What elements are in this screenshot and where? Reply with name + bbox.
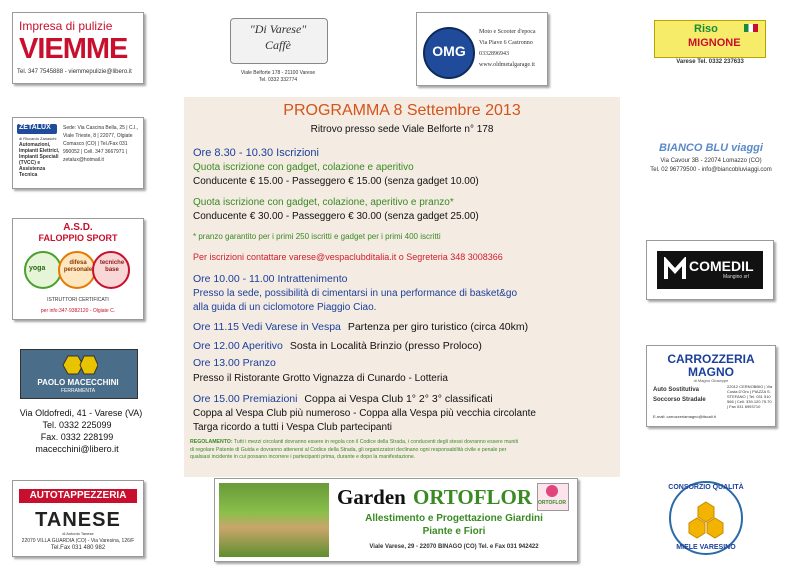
carrozzeria-line2: MAGNO (688, 365, 734, 379)
program-l5: Conducente € 30.00 - Passeggero € 30.00 (senza gadget 25.00) (193, 211, 479, 222)
viemme-brand: VIEMME (19, 33, 128, 65)
zetalux-services: Automazioni, Impianti Elettrici, Impianti Speciali (TVCC) e Assistenza Tecnica (19, 142, 60, 178)
program-l17: Targa ricordo a tutti i Vespa Club partecipanti (193, 422, 392, 433)
omg-line4: www.oldmetalgarage.it (479, 62, 535, 68)
asd-circles (21, 245, 135, 303)
program-subtitle: Ritrovo presso sede Viale Belforte n° 178 (310, 124, 494, 135)
garden-badge-flower-icon (546, 485, 558, 497)
garden-line1: Allestimento e Progettazione Giardini (365, 513, 543, 524)
zetalux-info: Sede: Via Cascina Bella, 25 | C.I., Viale Trieste, 8 | 22077, Olgiate Comasco (CO) | Tel./Fax 031 990052 | Cell. 347 3667971 | zetalux@hotmail.it (63, 125, 139, 163)
divarese-addr: Viale Belforte 178 - 21100 Varese (240, 70, 316, 76)
carrozzeria-addr: 22012 CERNOBBIO | Via Costa D'Oro | PIAZZA S. STEFANO | Tel. 031 510 566 | Cell. 339.120.75.70 | Fax 031 6993710 (727, 384, 773, 409)
program-l16: Coppa al Vespa Club più numeroso - Coppa alla Vespa più vecchia circolante (193, 408, 536, 419)
ad-garden-ortoflor (214, 478, 578, 562)
program-l12-time: Ore 12.00 Aperitivo (193, 340, 283, 352)
ad-comedil (646, 240, 774, 300)
viemme-tagline: Impresa di pulizie (19, 19, 113, 33)
carrozzeria-mail: E-mail: carrozzeriamagno@tiscali.it (653, 414, 716, 419)
ad-consorzio-miele (650, 478, 762, 558)
program-panel (184, 97, 620, 477)
asd-name: FALOPPIO SPORT (38, 233, 118, 243)
reg-text1: Tutti i mezzi circolanti dovranno essere in regola con il Codice della Strada, i conducenti degli stessi dovranno essere muniti (233, 439, 519, 445)
autotap-name: TANESE (35, 509, 121, 531)
ad-riso-mignone (646, 14, 774, 80)
divarese-tel: Tel. 0332 332774 (258, 77, 298, 83)
autotap-sub: di Antonio Tanese (62, 531, 94, 536)
program-l11 (193, 321, 528, 333)
omg-line1: Moto e Scooter d'epoca (479, 29, 536, 35)
bianco-logo: BIANCO BLU viaggi (659, 142, 763, 154)
omg-line3: 0332896943 (479, 51, 509, 57)
autotap-info: 22070 VILLA GUARDIA (CO) - Via Varesina, 126/F (21, 538, 135, 544)
omg-logo-text: OMG (432, 43, 466, 59)
carrozzeria-sub: di Magno Giuseppe (693, 378, 729, 383)
paolo-fax: Fax. 0332 228199 (40, 432, 114, 442)
bianco-line1: Via Cavour 3B - 22074 Lomazzo (CO) (660, 158, 762, 164)
program-l12-desc: Sosta in Località Brinzio (presso Proloco) (289, 340, 482, 352)
program-l6: * pranzo garantito per i primi 250 iscritti e gadget per i primi 400 iscritti (193, 232, 441, 241)
consorzio-line2: MIELE VARESINO (676, 544, 736, 551)
ad-omg (416, 12, 548, 86)
autotap-banner: AUTOTAPPEZZERIA (19, 489, 137, 503)
program-l10: alla guida di un ciclomotore Piaggio Ciao. (193, 302, 377, 313)
paolo-addr: Via Oldofredi, 41 - Varese (VA) (19, 408, 142, 418)
garden-brand2: ORTOFLOR (413, 485, 533, 509)
program-l2: Quota iscrizione con gadget, colazione e aperitivo (193, 162, 414, 173)
garden-photo (219, 483, 329, 557)
ad-carrozzeria (646, 345, 776, 427)
consorzio-line1: CONSORZIO QUALITÀ (668, 484, 744, 491)
reg-label: REGOLAMENTO: (190, 439, 233, 445)
garden-brand1: Garden (337, 485, 406, 509)
program-l12 (193, 340, 482, 352)
zetalux-brand: ZETALUX (19, 124, 51, 131)
program-regolamento (190, 439, 614, 462)
asd-yoga: yoga (29, 265, 46, 272)
ad-viemme (12, 12, 144, 84)
garden-badge-text: ORTOFLOR (538, 500, 566, 506)
program-l3: Conducente € 15.00 - Passeggero € 15.00 (senza gadget 10.00) (193, 176, 479, 187)
garden-line2: Piante e Fiori (422, 526, 486, 537)
ad-divarese-caffe (214, 12, 342, 86)
paolo-brand: PAOLO MACECCHINI (37, 378, 119, 387)
program-l4: Quota iscrizione con gadget, colazione, aperitivo e pranzo* (193, 197, 454, 208)
asd-title: A.S.D. (63, 222, 93, 233)
paolo-sub: FERRAMENTA (60, 388, 96, 394)
riso-line2: MIGNONE (688, 37, 741, 49)
ad-autotappezzeria (12, 480, 144, 557)
program-l13: Ore 13.00 Pranzo (193, 357, 276, 369)
paolo-nut-icon (58, 353, 98, 379)
program-title: PROGRAMMA 8 Settembre 2013 (283, 102, 521, 119)
ad-bianco-blu (646, 126, 776, 190)
viemme-contact: Tel. 347 7545888 - viemmepulizie@libero.it (17, 69, 132, 75)
ad-zetalux (12, 117, 144, 189)
carrozzeria-svc2: Soccorso Stradale (653, 397, 706, 403)
zetalux-sub: di Riccardo Zanaschi (19, 136, 57, 141)
paolo-tel: Tel. 0332 225099 (42, 420, 112, 430)
garden-addr: Viale Varese, 29 - 22070 BINAGO (CO) Tel. e Fax 031 942422 (369, 544, 539, 550)
ad-paolo-macecchini (12, 345, 142, 455)
divarese-logo: "Di Varese" (249, 22, 307, 36)
autotap-tel: Tel.Fax 031 480 982 (50, 545, 106, 551)
asd-info: per info:347-9382120 - Olgiate C. (40, 308, 116, 314)
reg-line2: di regolare Patente di Guida e dovranno attenersi al Codice della Strada, gli organizzatori declinano ogni responsabilità civile e penale per (190, 446, 507, 453)
ad-asd-faloppio (12, 218, 144, 320)
paolo-mail: macecchini@libero.it (35, 444, 119, 454)
omg-line2: Via Piave 6 Castronno (479, 40, 533, 46)
program-l11-desc: Partenza per giro turistico (circa 40km) (347, 321, 529, 333)
reg-line1 (190, 439, 614, 447)
program-l15-time: Ore 15.00 Premiazioni (193, 393, 298, 405)
program-l1: Ore 8.30 - 10.30 Iscrizioni (193, 147, 319, 159)
program-l14: Presso il Ristorante Grotto Vignazza di Cunardo - Lotteria (193, 373, 448, 384)
program-l7: Per iscrizioni contattare varese@vespaclubditalia.it o Segreteria 348 3008366 (193, 252, 503, 262)
riso-line1: Riso (694, 23, 718, 35)
asd-difesa: difesa personale (63, 260, 93, 273)
program-l9: Presso la sede, possibilità di cimentarsi in una performance di basket&go (193, 288, 518, 299)
bianco-line2: Tel. 02 96779500 - info@biancobluviaggi.com (650, 167, 772, 173)
riso-tel: Varese Tel. 0332 237633 (676, 59, 744, 65)
comedil-mark-icon (663, 257, 687, 283)
program-l15-desc: Coppa ai Vespa Club 1° 2° 3° classificati (304, 393, 493, 405)
asd-tecniche: tecniche base (99, 260, 125, 273)
program-l8: Ore 10.00 - 11.00 Intrattenimento (193, 273, 348, 285)
asd-cert: ISTRUTTORI CERTIFICATI (47, 297, 109, 303)
comedil-brand: COMEDIL (689, 258, 754, 274)
comedil-sub: Mangino srl (723, 274, 749, 280)
riso-flag-icon (744, 24, 758, 32)
carrozzeria-line1: CARROZZERIA (667, 352, 755, 366)
program-l15 (193, 393, 493, 405)
reg-line3: qualsiasi incidente in cui possano incorrere i partecipanti prima, durante e dopo la manifestazione. (190, 454, 416, 460)
program-l11-time: Ore 11.15 Vedi Varese in Vespa (193, 321, 341, 333)
carrozzeria-svc1: Auto Sostitutiva (653, 387, 699, 393)
divarese-logo2: Caffè (265, 38, 291, 52)
